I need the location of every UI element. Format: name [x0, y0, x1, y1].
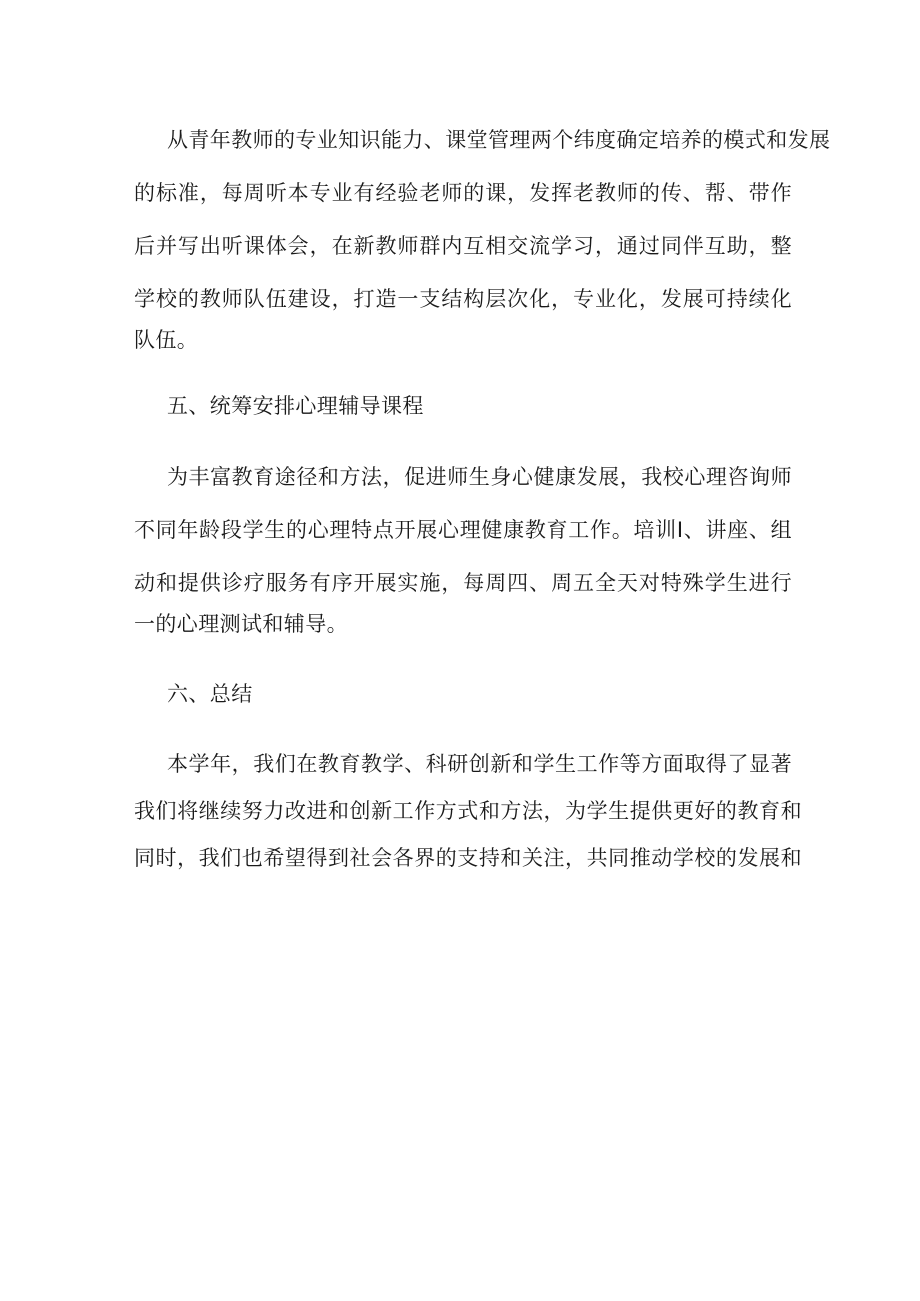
paragraph-line: 动和提供诊疗服务有序开展实施，每周四、周五全天对特殊学生进行: [134, 571, 792, 595]
paragraph-line: 后并写出听课体会，在新教师群内互相交流学习，通过同伴互助，整: [134, 234, 792, 258]
paragraph-line: 从青年教师的专业知识能力、课堂管理两个纬度确定培养的模式和发展: [167, 128, 831, 152]
paragraph-line: 同时，我们也希望得到社会各界的支持和关注，共同推动学校的发展和: [134, 846, 802, 870]
paragraph-line: 学校的教师队伍建设，打造一支结构层次化，专业化，发展可持续化: [134, 287, 792, 311]
paragraph-line: 的标准，每周听本专业有经验老师的课，发挥老教师的传、帮、带作: [134, 181, 792, 205]
paragraph-line: 本学年，我们在教育教学、科研创新和学生工作等方面取得了显著: [167, 752, 792, 776]
paragraph-line: 我们将继续努力改进和创新工作方式和方法，为学生提供更好的教育和: [134, 799, 802, 823]
paragraph-line: 不同年龄段学生的心理特点开展心理健康教育工作。培训I、讲座、组: [134, 518, 792, 542]
paragraph-line: 队伍。: [134, 328, 199, 352]
section-heading: 五、统筹安排心理辅导课程: [167, 394, 424, 418]
paragraph-line: 为丰富教育途径和方法，促进师生身心健康发展，我校心理咨询师: [167, 465, 792, 489]
section-heading: 六、总结: [167, 682, 253, 706]
paragraph-line: 一的心理测试和辅导。: [134, 612, 348, 636]
